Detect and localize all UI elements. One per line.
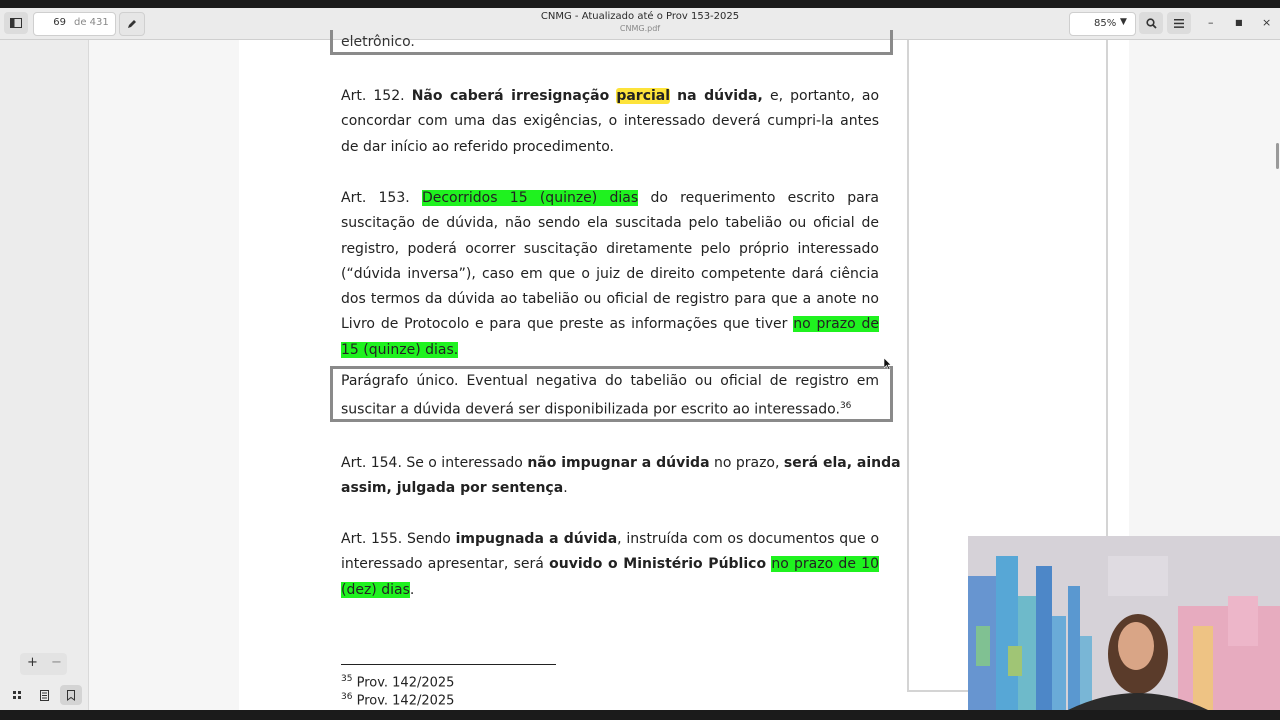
art-155-prefix: Art. 155. Sendo: [341, 531, 451, 547]
art-155-line3-highlight: (dez) dias: [341, 581, 410, 598]
webcam-image: [968, 536, 1280, 710]
art-153-line6: Livro de Protocolo e para que preste as informações que tiver: [341, 316, 788, 333]
art-154: [341, 451, 901, 502]
footnote-35: [341, 674, 454, 690]
page-total: de 431: [74, 17, 109, 28]
footnote-text: Prov. 142/2025: [356, 675, 455, 691]
art-153-highlight: Decorridos 15 (quinze) dias: [421, 190, 639, 206]
footnote-divider: [341, 664, 556, 665]
window-title: CNMG - Atualizado até o Prov 153-2025: [540, 11, 740, 22]
art-154-prefix: Art. 154. Se o interessado: [341, 455, 523, 471]
footnote-number: 35: [341, 674, 353, 684]
scrollbar-thumb[interactable]: [1276, 143, 1279, 169]
art-153-prefix: Art. 153.: [341, 190, 410, 206]
art-153: [341, 186, 879, 363]
art-153-line1-rest: do requerimento escrito para: [650, 190, 880, 206]
art-155-line2: interessado apresentar, será: [341, 556, 544, 573]
art-154-end: .: [563, 480, 568, 497]
art-154-mid: no prazo,: [713, 455, 780, 471]
zoom-value: 85%: [1094, 18, 1117, 29]
art-153-line4: (“dúvida inversa”), caso em que o juiz de direito competente dará ciência: [341, 265, 879, 282]
art-154-bold1: não impugnar a dúvida: [527, 455, 710, 471]
search-button[interactable]: [1139, 12, 1163, 34]
page-number-input[interactable]: 69: [53, 17, 66, 28]
art-152-line1-rest: e, portanto, ao: [769, 88, 880, 104]
grid-icon[interactable]: [6, 685, 28, 705]
art-155-line1-rest: , instruída com os documentos que o: [617, 531, 880, 547]
art-153-line5: dos termos da dúvida ao tabelião ou oficial de registro para que a anote no: [341, 291, 879, 308]
bookmark-icon[interactable]: [60, 685, 82, 705]
paragrafo-line2: suscitar a dúvida deverá ser disponibilizada por escrito ao interessado.: [341, 401, 840, 418]
footnote-number: 36: [341, 692, 353, 702]
art-155-bold2: ouvido o Ministério Público: [549, 556, 767, 573]
menu-button[interactable]: [1167, 12, 1191, 34]
art-155-line2-highlight: no prazo de 10: [771, 556, 880, 573]
dropdown-arrow-icon: ▼: [1120, 17, 1127, 27]
zoom-select[interactable]: [1069, 12, 1136, 36]
maximize-icon[interactable]: ■: [1235, 18, 1243, 27]
art-153-line6-highlight: no prazo de: [793, 316, 879, 333]
paragrafo-unico: [341, 369, 879, 423]
webcam-overlay: [968, 536, 1280, 710]
art-152-line3: de dar início ao referido procedimento.: [341, 138, 614, 155]
footnote-text: Prov. 142/2025: [356, 693, 455, 709]
art-152-highlight: parcial: [616, 88, 671, 104]
minimize-icon[interactable]: –: [1208, 16, 1214, 29]
footnote-36: [341, 692, 454, 708]
art-152-bold2: na dúvida,: [677, 88, 763, 104]
art-152-bold1: Não caberá irresignação: [411, 88, 610, 104]
sidebar-zoom-control: [20, 653, 67, 675]
menu-icon: [1174, 19, 1184, 28]
art-154-bold2: será ela, ainda: [783, 455, 901, 471]
art-153-line7-highlight: 15 (quinze) dias.: [341, 341, 459, 358]
art-154-bold3: assim, julgada por sentença: [341, 480, 564, 497]
mouse-cursor-icon: [884, 358, 892, 370]
art-152-line2: concordar com uma das exigências, o interessado deverá cumpri-la antes: [341, 113, 879, 130]
art-153-line2: suscitação de dúvida, não sendo ela suscitada pelo tabelião ou oficial de: [341, 215, 879, 232]
art-155-bold1: impugnada a dúvida: [455, 531, 618, 547]
search-icon: [1146, 18, 1157, 29]
document-icon[interactable]: [33, 685, 55, 705]
art-152-prefix: Art. 152.: [341, 88, 405, 104]
sidebar-view-buttons: [6, 685, 84, 705]
zoom-in-icon[interactable]: +: [27, 655, 38, 670]
paragrafo-line1: Parágrafo único. Eventual negativa do tabelião ou oficial de registro em: [341, 373, 879, 389]
art-152: [341, 84, 879, 160]
art-155: [341, 527, 879, 603]
art-155-end: .: [409, 581, 415, 598]
screen-bottom-strip: [0, 710, 1280, 720]
screen-top-strip: [0, 0, 1280, 8]
art-153-line3: registro, poderá ocorrer suscitação diretamente pelo próprio interessado: [341, 240, 879, 257]
zoom-out-icon[interactable]: −: [51, 655, 62, 670]
page-left-margin: [89, 40, 239, 710]
sidebar-area: [0, 40, 89, 710]
file-name: CNMG.pdf: [619, 24, 661, 33]
close-icon[interactable]: ×: [1262, 16, 1272, 29]
footnote-ref-36[interactable]: 36: [839, 401, 852, 412]
top-box-text: eletrônico.: [341, 34, 415, 50]
